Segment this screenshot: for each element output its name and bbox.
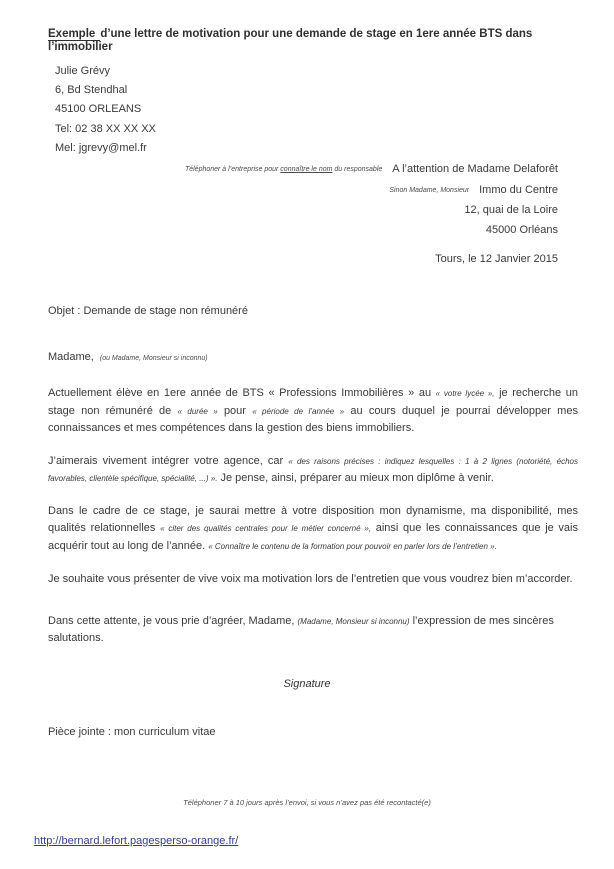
text-run: Dans le cadre de ce stage, je saurai mettre à votre disposition mon dynamisme, ma disponibilité, mes qualités relationnelles [48, 504, 578, 535]
sender-city: 45100 ORLEANS [55, 103, 142, 116]
recipient-city: 45000 Orléans [485, 223, 558, 236]
body-paragraph [48, 613, 578, 648]
recipient-company: Immo du Centre [479, 183, 558, 196]
page-title [48, 0, 578, 53]
sender-address-block [55, 62, 614, 158]
sender-phone: Tel: 02 38 XX XX XX [55, 122, 156, 135]
text-run: Je pense, ainsi, préparer au mieux mon diplôme à venir. [217, 472, 494, 485]
salutation-word: Madame, [48, 351, 94, 364]
date-line: Tours, le 12 Janvier 2015 [435, 253, 558, 266]
text-run: Actuellement élève en 1ere année de BTS « Professions Immobilières » au [48, 387, 436, 400]
text-run: je recherche un stage non rémunéré de [48, 387, 578, 417]
body-paragraph [48, 453, 578, 488]
placeholder-run: « Connaître le contenu de la formation pour pouvoir en parler lors de l’entretien ». [208, 541, 497, 551]
salutation-note: (ou Madame, Monsieur si inconnu) [99, 355, 208, 363]
placeholder-run: « citer des qualités centrales pour le métier concerné », [160, 524, 372, 534]
title-underlined-word: Exemple [48, 28, 100, 41]
phone-advice-post: du responsable [332, 166, 383, 174]
text-run: pour [217, 404, 253, 417]
text-run: Dans cette attente, je vous prie d’agréer, Madame, [48, 614, 298, 627]
text-run: ainsi que les connaissances que je vais acquérir tout au long de l’année. [48, 522, 578, 552]
recipient-address-block [0, 160, 614, 240]
attachment-line: Pièce jointe : mon curriculum vitae [48, 725, 216, 738]
recipient-company-line [0, 181, 558, 202]
body-paragraph [48, 385, 578, 438]
text-run: l’expression de mes sincères salutations. [48, 614, 554, 645]
placeholder-run: « des raisons précises : indiquez lesquelles : 1 à 2 lignes (notoriété, échos favorables, clientèle spécifique, spécialité, ...) ». [48, 456, 578, 484]
source-link[interactable]: http://bernard.lefort.pagesperso-orange.fr/ [34, 834, 239, 847]
sender-street: 6, Bd Stendhal [55, 84, 128, 97]
placeholder-run: « durée » [177, 406, 218, 416]
text-run: Je souhaite vous présenter de vive voix ma motivation lors de l’entretien que vous voudrez bien m’accorder. [48, 573, 573, 586]
placeholder-run: « votre lycée », [435, 389, 495, 399]
text-run: au cours duquel je pourrai développer mes connaissances et mes compétences dans la gestion des biens immobiliers. [48, 404, 578, 435]
title-rest: d’une lettre de motivation pour une demande de stage en 1ere année BTS dans l’immobilier [48, 28, 533, 53]
source-link-container [34, 835, 614, 847]
recipient-street: 12, quai de la Loire [464, 204, 558, 217]
subject-line: Objet : Demande de stage non rémunéré [48, 305, 248, 318]
recipient-attention: A l’attention de Madame Delaforêt [392, 163, 558, 176]
phone-advice-note [185, 166, 382, 173]
text-run: J’aimerais vivement intégrer votre agence, car [48, 454, 289, 467]
placeholder-run: (Madame, Monsieur si inconnu) [297, 616, 410, 626]
followup-advice-note: Téléphoner 7 à 10 jours après l’envoi, si vous n’avez pas été recontacté(e) [183, 797, 431, 807]
recipient-attention-line [0, 160, 558, 181]
phone-advice-pre: Téléphoner à l’entreprise pour [184, 166, 281, 174]
salutation-advice-note: Sinon Madame, Monsieur [389, 186, 470, 194]
placeholder-run: « période de l’année » [252, 406, 345, 416]
body-paragraph [48, 571, 578, 589]
signature-placeholder: Signature [283, 677, 331, 690]
phone-advice-underlined: connaître le nom [280, 166, 333, 174]
sender-email: Mel: jgrevy@mel.fr [55, 141, 147, 154]
sender-name: Julie Grévy [55, 65, 111, 77]
salutation-line [48, 351, 578, 363]
body-paragraph [48, 503, 578, 556]
